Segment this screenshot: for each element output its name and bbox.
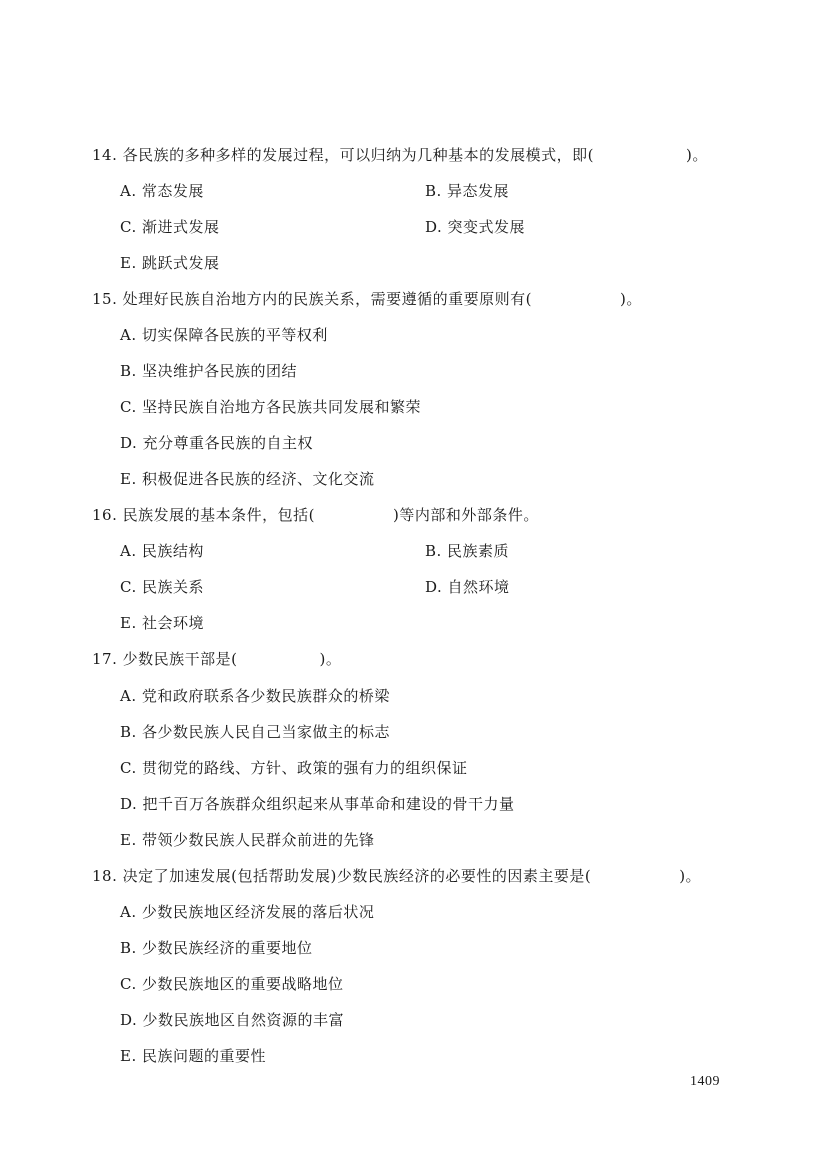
question-number: 15. (92, 290, 118, 308)
question-18 (92, 866, 701, 886)
question-number: 14. (92, 146, 118, 164)
option-c: C. 民族关系 (120, 578, 204, 596)
option-a: A. 少数民族地区经济发展的落后状况 (120, 903, 375, 921)
option-e: E. 带领少数民族人民群众前进的先锋 (120, 831, 375, 849)
question-stem: 各民族的多种多样的发展过程，可以归纳为几种基本的发展模式，即( (122, 146, 594, 164)
question-stem: 少数民族干部是( (122, 650, 238, 668)
question-stem-end: )。 (620, 290, 642, 308)
option-d: D. 把千百万各族群众组织起来从事革命和建设的骨干力量 (120, 795, 515, 813)
option-b: B. 异态发展 (425, 182, 510, 200)
question-17 (92, 649, 341, 669)
option-d: D. 少数民族地区自然资源的丰富 (120, 1011, 345, 1029)
question-14 (92, 145, 708, 165)
question-number: 16. (92, 506, 118, 524)
option-e: E. 积极促进各民族的经济、文化交流 (120, 470, 375, 488)
option-e: E. 社会环境 (120, 614, 204, 632)
question-stem-end: )。 (686, 146, 708, 164)
option-c: C. 坚持民族自治地方各民族共同发展和繁荣 (120, 398, 421, 416)
option-a: A. 常态发展 (120, 182, 204, 200)
option-e: E. 跳跃式发展 (120, 254, 220, 272)
option-b: B. 少数民族经济的重要地位 (120, 939, 313, 957)
question-stem: 决定了加速发展(包括帮助发展)少数民族经济的必要性的因素主要是( (122, 867, 592, 885)
question-number: 17. (92, 650, 118, 668)
option-b: B. 坚决维护各民族的团结 (120, 362, 298, 380)
question-stem: 民族发展的基本条件，包括( (122, 506, 315, 524)
page-number: 1409 (690, 1074, 720, 1089)
option-c: C. 少数民族地区的重要战略地位 (120, 975, 344, 993)
question-15 (92, 289, 642, 309)
option-d: D. 充分尊重各民族的自主权 (120, 434, 314, 452)
option-b: B. 民族素质 (425, 542, 510, 560)
option-d: D. 自然环境 (425, 578, 510, 596)
option-a: A. 民族结构 (120, 542, 204, 560)
option-a: A. 切实保障各民族的平等权利 (120, 326, 328, 344)
option-a: A. 党和政府联系各少数民族群众的桥梁 (120, 687, 390, 705)
option-c: C. 贯彻党的路线、方针、政策的强有力的组织保证 (120, 759, 468, 777)
option-e: E. 民族问题的重要性 (120, 1047, 266, 1065)
question-stem-end: )。 (679, 867, 702, 885)
question-stem: 处理好民族自治地方内的民族关系，需要遵循的重要原则有( (122, 290, 532, 308)
option-c: C. 渐进式发展 (120, 218, 220, 236)
option-d: D. 突变式发展 (425, 218, 526, 236)
question-stem-end: )等内部和外部条件。 (393, 506, 539, 524)
question-16 (92, 505, 539, 525)
question-stem-end: )。 (319, 650, 342, 668)
question-number: 18. (92, 867, 118, 885)
option-b: B. 各少数民族人民自己当家做主的标志 (120, 723, 391, 741)
